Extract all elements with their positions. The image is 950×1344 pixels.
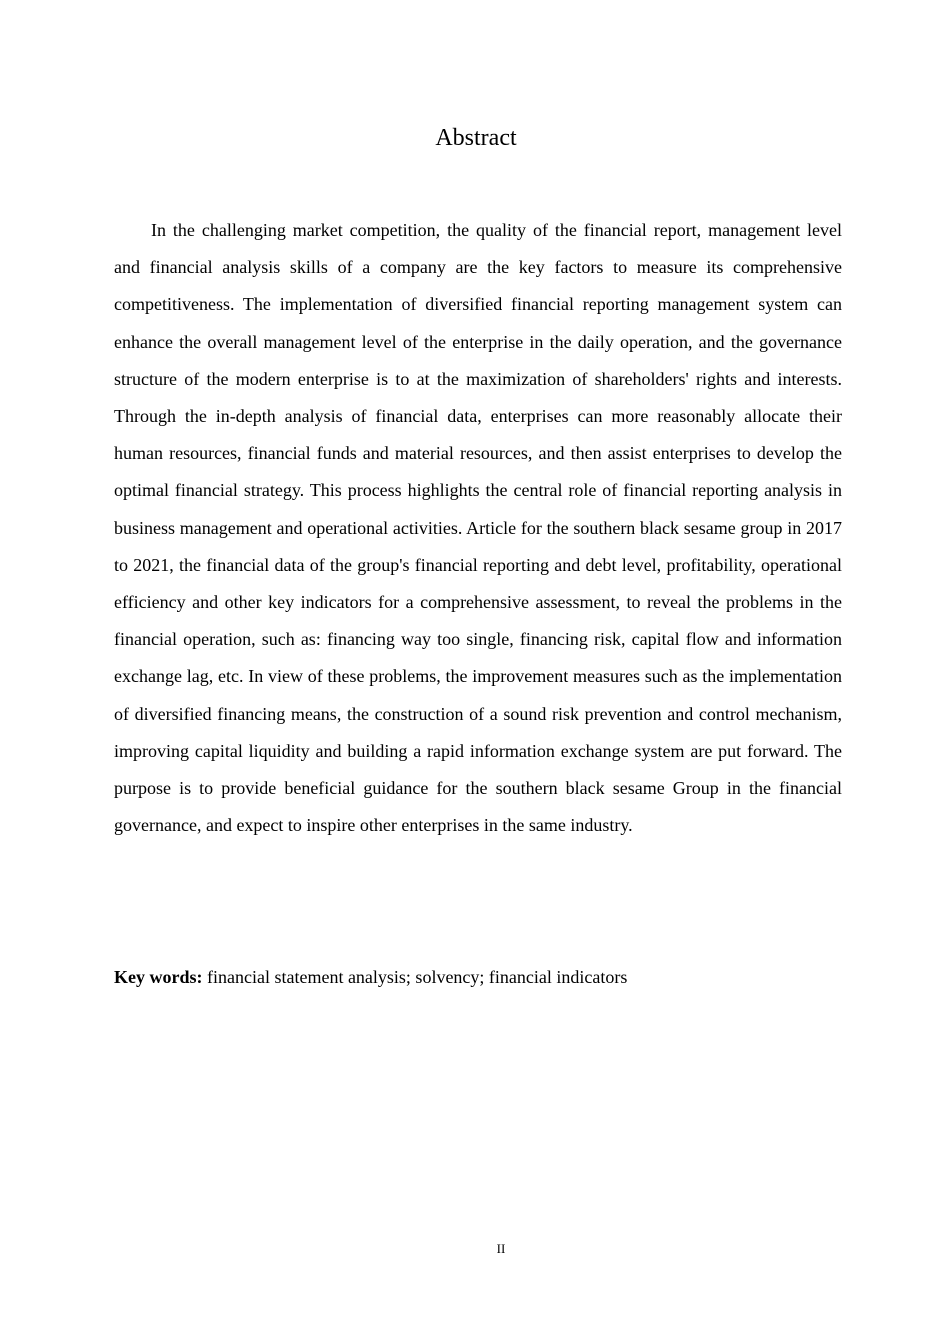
keywords-text: financial statement analysis; solvency; financial indicators [207, 967, 628, 987]
keywords-label: Key words: [114, 967, 203, 987]
page-number: II [496, 1241, 506, 1256]
abstract-body: In the challenging market competition, the quality of the financial report, management level and financial analysis skills of a company are the key factors to measure its comprehensive competitiveness. The implementation of diversified financial reporting management system can enhance the overall management level of the enterprise in the daily operation, and the governance structure of the modern enterprise is to at the maximization of shareholders' rights and interests. Through the in-depth analysis of financial data, enterprises can more reasonably allocate their human resources, financial funds and material resources, and then assist enterprises to develop the optimal financial strategy. This process highlights the central role of financial reporting analysis in business management and operational activities. Article for the southern black sesame group in 2017 to 2021, the financial data of the group's financial reporting and debt level, profitability, operational efficiency and other key indicators for a comprehensive assessment, to reveal the problems in the financial operation, such as: financing way too single, financing risk, capital flow and information exchange lag, etc. In view of these problems, the improvement measures such as the implementation of diversified financing means, the construction of a sound risk prevention and control mechanism, improving capital liquidity and building a rapid information exchange system are put forward. The purpose is to provide beneficial guidance for the southern black sesame Group in the financial governance, and expect to inspire other enterprises in the same industry. [114, 220, 842, 836]
keywords-line [114, 962, 842, 992]
abstract-title: Abstract [435, 125, 517, 151]
